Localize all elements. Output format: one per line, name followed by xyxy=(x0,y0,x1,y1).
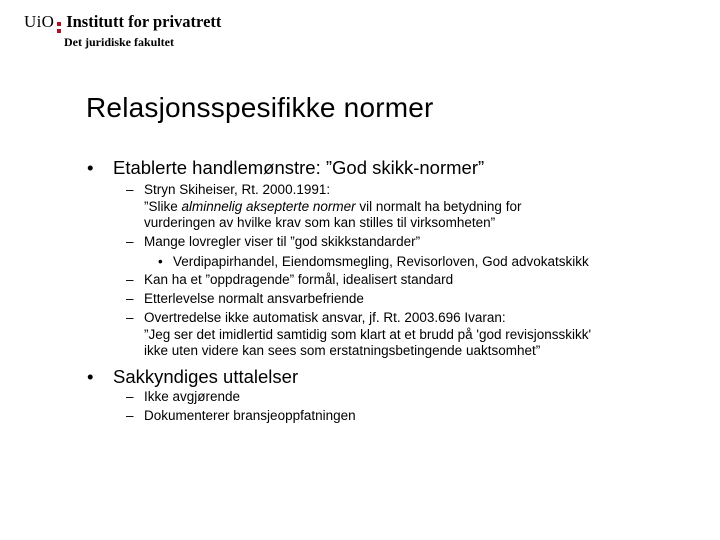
item-text: Kan ha et ”oppdragende” formål, idealisert standard xyxy=(144,272,454,287)
dash-icon: – xyxy=(126,408,134,423)
overtredelse-quote-line2: ikke uten videre kan sees som erstatningsbetingende uaktsomhet” xyxy=(144,343,541,359)
dash-icon: – xyxy=(126,182,134,197)
slide-title: Relasjonsspesifikke normer xyxy=(86,92,434,123)
quote-part: vil normalt ha betydning for xyxy=(355,198,522,214)
institute-name: Institutt for privatrett xyxy=(66,12,222,31)
institution-header xyxy=(24,12,221,50)
item-text xyxy=(144,182,521,232)
quote-part: ”Slike xyxy=(144,198,182,214)
bullet-text: Sakkyndiges uttalelser xyxy=(113,366,299,387)
dash-icon: – xyxy=(126,389,134,404)
dash-icon: – xyxy=(126,310,134,325)
bullet-text: Etablerte handlemønstre: ”God skikk-normer” xyxy=(113,157,485,178)
stryn-quote-line1 xyxy=(144,199,521,216)
bullet-icon: • xyxy=(87,366,94,387)
item-text: Ikke avgjørende xyxy=(144,389,241,404)
dash-icon: – xyxy=(126,234,134,249)
logo-colon-icon xyxy=(57,22,61,33)
stryn-quote-line2: vurderingen av hvilke krav som kan stilles til virksomheten” xyxy=(144,215,496,231)
faculty-name: Det juridiske fakultet xyxy=(64,35,174,49)
bullet-icon: • xyxy=(87,157,94,178)
item-text xyxy=(144,310,591,360)
uio-wordmark: UiO xyxy=(24,12,55,31)
stryn-ref: Stryn Skiheiser, Rt. 2000.1991: xyxy=(144,182,331,197)
bullet-icon: • xyxy=(158,254,163,269)
item-text: Etterlevelse normalt ansvarbefriende xyxy=(144,291,364,306)
quote-emphasis: alminnelig aksepterte normer xyxy=(181,198,356,214)
uio-logo xyxy=(24,12,221,34)
dash-icon: – xyxy=(126,291,134,306)
item-text: Mange lovregler viser til ”god skikkstandarder” xyxy=(144,234,421,249)
overtredelse-ref: Overtredelse ikke automatisk ansvar, jf. Rt. 2003.696 Ivaran: xyxy=(144,310,506,325)
overtredelse-quote-line1: ”Jeg ser det imidlertid samtidig som klart at et brudd på 'god revisjonsskikk' xyxy=(144,326,592,342)
subitem-text: Verdipapirhandel, Eiendomsmegling, Revisorloven, God advokatskikk xyxy=(173,254,589,269)
item-text: Dokumenterer bransjeoppfatningen xyxy=(144,408,356,423)
dash-icon: – xyxy=(126,272,134,287)
